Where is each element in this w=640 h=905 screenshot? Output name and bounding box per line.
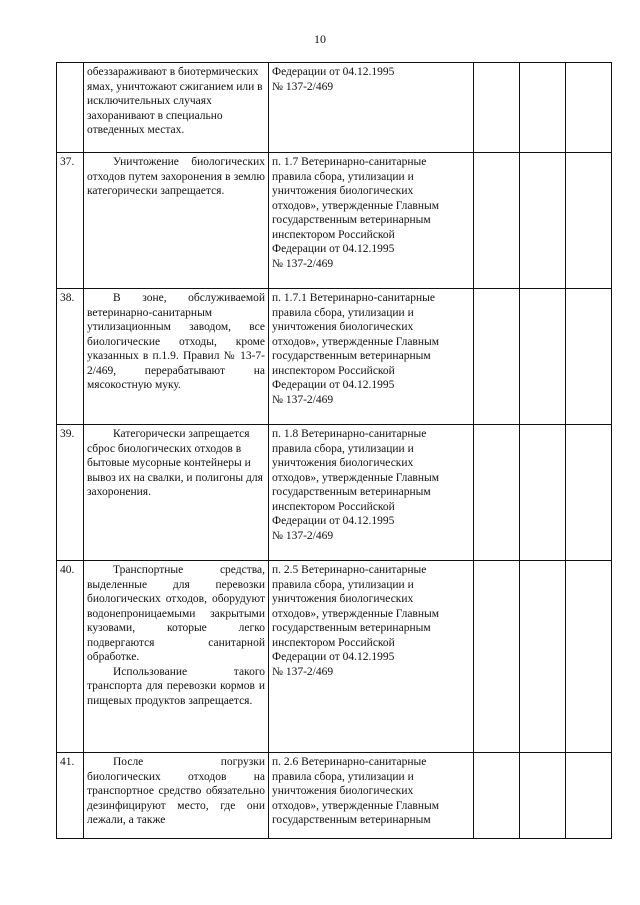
reference-cell bbox=[269, 753, 474, 839]
row-number: 39. bbox=[57, 425, 84, 561]
reference-line: № 137-2/469 bbox=[272, 529, 334, 542]
reference-line: п. 1.7 Ветеринарно-санитарные bbox=[272, 156, 427, 168]
table-row bbox=[57, 425, 612, 561]
reference-line: № 137-2/469 bbox=[272, 393, 334, 406]
table-row bbox=[57, 289, 612, 425]
requirements-table bbox=[56, 62, 612, 839]
empty-cell bbox=[520, 753, 566, 839]
row-number: 38. bbox=[57, 289, 84, 425]
reference-line: государственным ветеринарным bbox=[272, 814, 431, 826]
reference-line: отходов», утвержденные Главным bbox=[272, 199, 440, 212]
empty-cell bbox=[474, 425, 520, 561]
requirement-cell bbox=[84, 425, 269, 561]
reference-line: инспектором Российской bbox=[272, 636, 395, 649]
reference-cell bbox=[269, 63, 474, 153]
empty-cell bbox=[566, 425, 612, 561]
page-number: 10 bbox=[314, 32, 326, 46]
requirement-cell bbox=[84, 63, 269, 153]
reference-line: п. 1.8 Ветеринарно-санитарные bbox=[272, 428, 427, 440]
requirement-cell bbox=[84, 289, 269, 425]
empty-cell bbox=[566, 289, 612, 425]
reference-line: государственным ветеринарным bbox=[272, 350, 431, 362]
reference-line: отходов», утвержденные Главным bbox=[272, 607, 440, 620]
reference-line: Федерации от 04.12.1995 bbox=[272, 243, 395, 255]
reference-line: Федерации от 04.12.1995 bbox=[272, 651, 395, 663]
empty-cell bbox=[474, 153, 520, 289]
reference-line: п. 2.6 Ветеринарно-санитарные bbox=[272, 756, 427, 768]
reference-cell bbox=[269, 153, 474, 289]
reference-line: Федерации от 04.12.1995 bbox=[272, 515, 395, 527]
requirement-text: После погрузки биологических отходов на транспортное средство обязательно дезинфицируют место, где они лежали, а также bbox=[87, 756, 265, 826]
empty-cell bbox=[566, 753, 612, 839]
reference-line: инспектором Российской bbox=[272, 364, 395, 377]
reference-line: Федерации от 04.12.1995 bbox=[272, 379, 395, 391]
reference-cell bbox=[269, 289, 474, 425]
reference-line: правила сбора, утилизации и bbox=[272, 442, 414, 455]
table-row bbox=[57, 753, 612, 839]
reference-line: правила сбора, утилизации и bbox=[272, 306, 414, 319]
requirement-text: Использование такого транспорта для перевозки кормов и пищевых продуктов запрещается. bbox=[87, 665, 265, 707]
requirement-cell bbox=[84, 753, 269, 839]
reference-line: отходов», утвержденные Главным bbox=[272, 799, 440, 812]
empty-cell bbox=[520, 425, 566, 561]
reference-line: уничтожения биологических bbox=[272, 457, 414, 469]
reference-line: п. 1.7.1 Ветеринарно-санитарные bbox=[272, 292, 435, 304]
reference-line: Федерации от 04.12.1995 bbox=[272, 66, 395, 78]
reference-line: № 137-2/469 bbox=[272, 257, 334, 270]
empty-cell bbox=[566, 63, 612, 153]
requirement-text: обеззараживают в биотермических ямах, уничтожают сжиганием или в исключительных случаях захоранивают в специально отведенных местах. bbox=[87, 66, 263, 136]
empty-cell bbox=[520, 561, 566, 753]
empty-cell bbox=[566, 153, 612, 289]
row-number: 37. bbox=[57, 153, 84, 289]
empty-cell bbox=[520, 153, 566, 289]
requirement-cell bbox=[84, 561, 269, 753]
requirement-text: В зоне, обслуживаемой ветеринарно-санитарным утилизационным заводом, все биологические отходы, кроме указанных в п.1.9. Правил № 13-7-2/469, перерабатывают на мясокостную муку. bbox=[87, 292, 265, 391]
table-row bbox=[57, 153, 612, 289]
reference-line: уничтожения биологических bbox=[272, 321, 414, 333]
row-number: 41. bbox=[57, 753, 84, 839]
reference-line: уничтожения биологических bbox=[272, 785, 414, 797]
reference-line: правила сбора, утилизации и bbox=[272, 770, 414, 783]
reference-line: инспектором Российской bbox=[272, 228, 395, 241]
reference-line: отходов», утвержденные Главным bbox=[272, 335, 440, 348]
reference-line: инспектором Российской bbox=[272, 500, 395, 513]
reference-line: № 137-2/469 bbox=[272, 80, 334, 93]
reference-line: п. 2.5 Ветеринарно-санитарные bbox=[272, 564, 427, 576]
empty-cell bbox=[474, 753, 520, 839]
reference-line: уничтожения биологических bbox=[272, 593, 414, 605]
reference-line: государственным ветеринарным bbox=[272, 486, 431, 498]
requirement-text: Категорически запрещается сброс биологических отходов в бытовые мусорные контейнеры и вывоз их на свалки, и полигоны для захоронения. bbox=[87, 428, 263, 498]
empty-cell bbox=[566, 561, 612, 753]
reference-cell bbox=[269, 561, 474, 753]
reference-line: государственным ветеринарным bbox=[272, 214, 431, 226]
empty-cell bbox=[474, 289, 520, 425]
row-number bbox=[57, 63, 84, 153]
reference-cell bbox=[269, 425, 474, 561]
empty-cell bbox=[474, 63, 520, 153]
reference-line: правила сбора, утилизации и bbox=[272, 170, 414, 183]
requirement-text: Транспортные средства, выделенные для перевозки биологических отходов, оборудуют водонепроницаемыми закрытыми кузовами, которые легко подвергаются санитарной обработке. bbox=[87, 564, 265, 663]
table-row bbox=[57, 561, 612, 753]
row-number: 40. bbox=[57, 561, 84, 753]
empty-cell bbox=[474, 561, 520, 753]
requirement-cell bbox=[84, 153, 269, 289]
requirement-text: Уничтожение биологических отходов путем захоронения в землю категорически запрещается. bbox=[87, 156, 265, 197]
empty-cell bbox=[520, 289, 566, 425]
empty-cell bbox=[520, 63, 566, 153]
reference-line: государственным ветеринарным bbox=[272, 622, 431, 634]
reference-line: отходов», утвержденные Главным bbox=[272, 471, 440, 484]
reference-line: № 137-2/469 bbox=[272, 665, 334, 678]
reference-line: правила сбора, утилизации и bbox=[272, 578, 414, 591]
reference-line: уничтожения биологических bbox=[272, 185, 414, 197]
table-row bbox=[57, 63, 612, 153]
